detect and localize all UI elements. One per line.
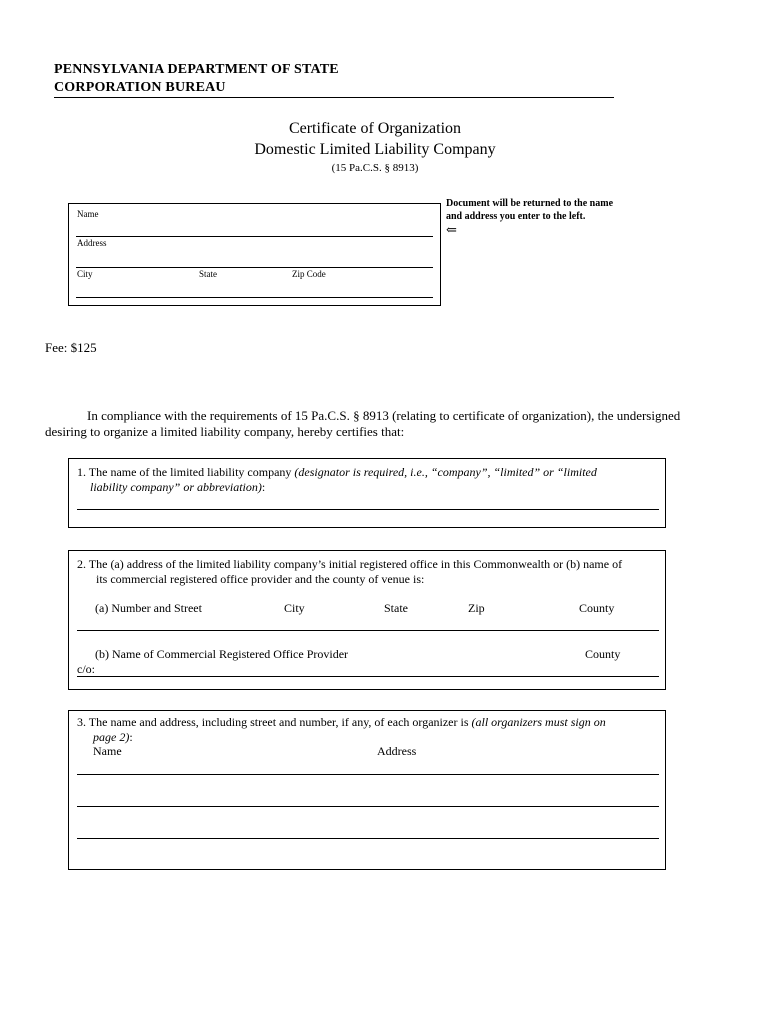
filing-fee: Fee: $125 xyxy=(45,340,97,355)
section-2-heading-cont: its commercial registered office provider and the county of venue is: xyxy=(96,572,425,586)
section-3-heading-cont xyxy=(93,730,133,745)
return-address-box xyxy=(68,203,441,306)
address-label: Address xyxy=(77,238,107,248)
zip-code-label: Zip Code xyxy=(292,269,326,279)
office-state-label: State xyxy=(384,601,408,615)
section-1-heading xyxy=(77,465,597,480)
department-name: PENNSYLVANIA DEPARTMENT OF STATE xyxy=(54,62,339,77)
organizer-address-column: Address xyxy=(377,744,417,758)
section-3-heading xyxy=(77,715,606,730)
document-title: Certificate of Organization xyxy=(288,120,462,137)
state-label: State xyxy=(199,269,217,279)
section-3-sign-note-cont: page 2) xyxy=(93,730,130,744)
address-field[interactable] xyxy=(76,267,433,268)
section-1-designator-note: (designator is required, i.e., “company”, “limited” or “limited xyxy=(294,465,597,479)
organizer-line-1[interactable] xyxy=(77,774,659,775)
section-1-box xyxy=(68,458,666,528)
section-3-colon: : xyxy=(129,730,133,744)
city-label: City xyxy=(77,269,93,279)
section-2-box xyxy=(68,550,666,690)
commercial-provider-field[interactable] xyxy=(77,676,659,677)
section-1-text: 1. The name of the limited liability company xyxy=(77,465,295,479)
section-3-box xyxy=(68,710,666,870)
document-subtitle: Domestic Limited Liability Company xyxy=(254,141,496,158)
section-2-heading: 2. The (a) address of the limited liability company’s initial registered office in this Commonwealth or (b) name of xyxy=(77,557,623,571)
office-city-label: City xyxy=(284,601,305,615)
statute-citation: (15 Pa.C.S. § 8913) xyxy=(331,162,419,174)
organizer-line-2[interactable] xyxy=(77,806,659,807)
bureau-name: CORPORATION BUREAU xyxy=(54,80,226,95)
return-note xyxy=(446,197,621,238)
return-note-text: Document will be returned to the name and address you enter to the left. xyxy=(446,198,614,222)
city-state-zip-field[interactable] xyxy=(76,297,433,298)
left-arrow-icon: ⇐ xyxy=(446,222,457,237)
section-1-designator-note-cont: liability company” or abbreviation) xyxy=(90,480,262,494)
llc-name-field[interactable] xyxy=(77,509,659,510)
section-3-sign-note: (all organizers must sign on xyxy=(471,715,606,729)
name-field[interactable] xyxy=(76,236,433,237)
registered-office-address-field[interactable] xyxy=(77,630,659,631)
commercial-provider-label: (b) Name of Commercial Registered Office Provider xyxy=(95,647,349,661)
section-3-text: 3. The name and address, including street and number, if any, of each organizer is xyxy=(77,715,472,729)
provider-county-label: County xyxy=(585,647,621,661)
intro-line-2: desiring to organize a limited liability company, hereby certifies that: xyxy=(45,424,405,439)
organizer-line-3[interactable] xyxy=(77,838,659,839)
header-divider xyxy=(54,97,614,98)
number-and-street-label: (a) Number and Street xyxy=(95,601,202,615)
intro-line-1: In compliance with the requirements of 15 Pa.C.S. § 8913 (relating to certificate of organization), the undersigned xyxy=(87,408,681,423)
office-county-label: County xyxy=(579,601,615,615)
name-label: Name xyxy=(77,209,99,219)
care-of-label: c/o: xyxy=(77,662,95,676)
office-zip-label: Zip xyxy=(468,601,485,615)
section-1-colon: : xyxy=(261,480,266,494)
organizer-name-column: Name xyxy=(93,744,122,758)
section-1-heading-cont xyxy=(90,480,265,495)
